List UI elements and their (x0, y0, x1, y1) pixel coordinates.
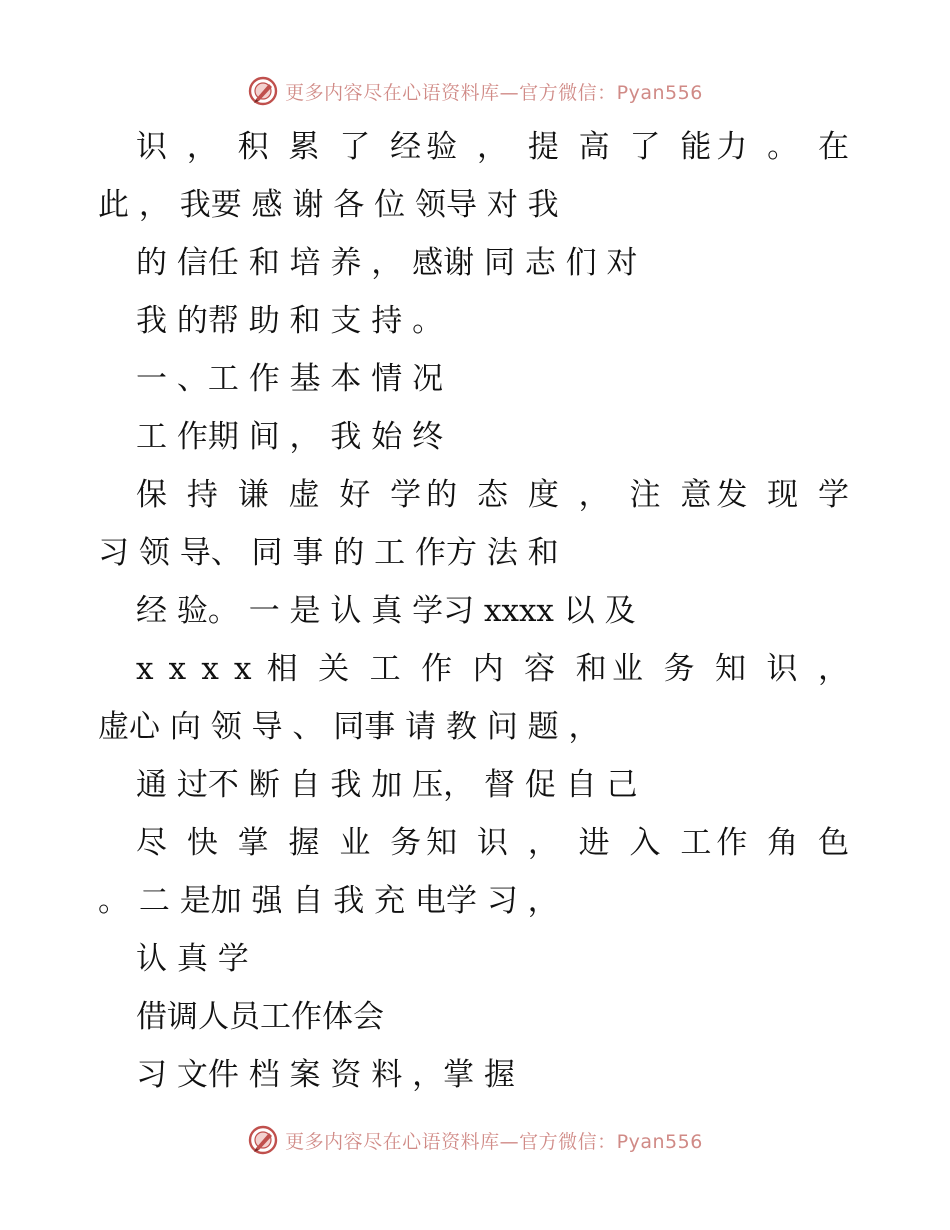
pen-logo-icon (247, 75, 279, 107)
text-line: 经 验。 一 是 认 真 学习 xxxx 以 及 (136, 593, 636, 629)
text-line: 认 真 学 (136, 941, 249, 977)
text-line: 的 信任 和 培 养 ， 感谢 同 志 们 对 (136, 245, 638, 281)
text-line: 识 ， 积 累 了 经验 ， 提 高 了 能力 。 在 (136, 129, 849, 165)
text-line: 我 的帮 助 和 支 持 。 (136, 303, 444, 339)
text-line: 工 作期 间 ， 我 始 终 (136, 419, 444, 455)
text-line: 通 过不 断 自 我 加 压， 督 促 自 己 (136, 767, 638, 803)
text-line: 习 文件 档 案 资 料 ，掌 握 (136, 1057, 515, 1093)
footer-banner (0, 1120, 950, 1160)
text-line: 。 二 是加 强 自 我 充 电学 习 ， (98, 883, 559, 919)
text-line: 习 领 导、 同 事 的 工 作方 法 和 (98, 535, 559, 571)
footer-banner-text: 更多内容尽在心语资料库—官方微信：Pyan556 (285, 1130, 703, 1153)
text-line: 尽 快 掌 握 业 务知 识 ， 进 入 工作 角 色 (136, 825, 849, 861)
document-title-line: 借调人员工作体会 (136, 999, 384, 1035)
section-heading: 一 、工 作 基 本 情 况 (136, 361, 444, 397)
header-banner-text: 更多内容尽在心语资料库—官方微信：Pyan556 (285, 81, 703, 104)
pen-logo-icon (247, 1124, 279, 1156)
text-line: 保 持 谦 虚 好 学的 态 度 ， 注 意发 现 学 (136, 477, 849, 513)
text-line: 虚心 向 领 导 、 同事 请 教 问 题 ， (98, 709, 600, 745)
text-line: x x x x 相 关 工 作 内 容 和业 务 知 识 ， (136, 651, 849, 687)
header-banner (0, 71, 950, 111)
text-line: 此 ， 我要 感 谢 各 位 领导 对 我 (98, 187, 559, 223)
